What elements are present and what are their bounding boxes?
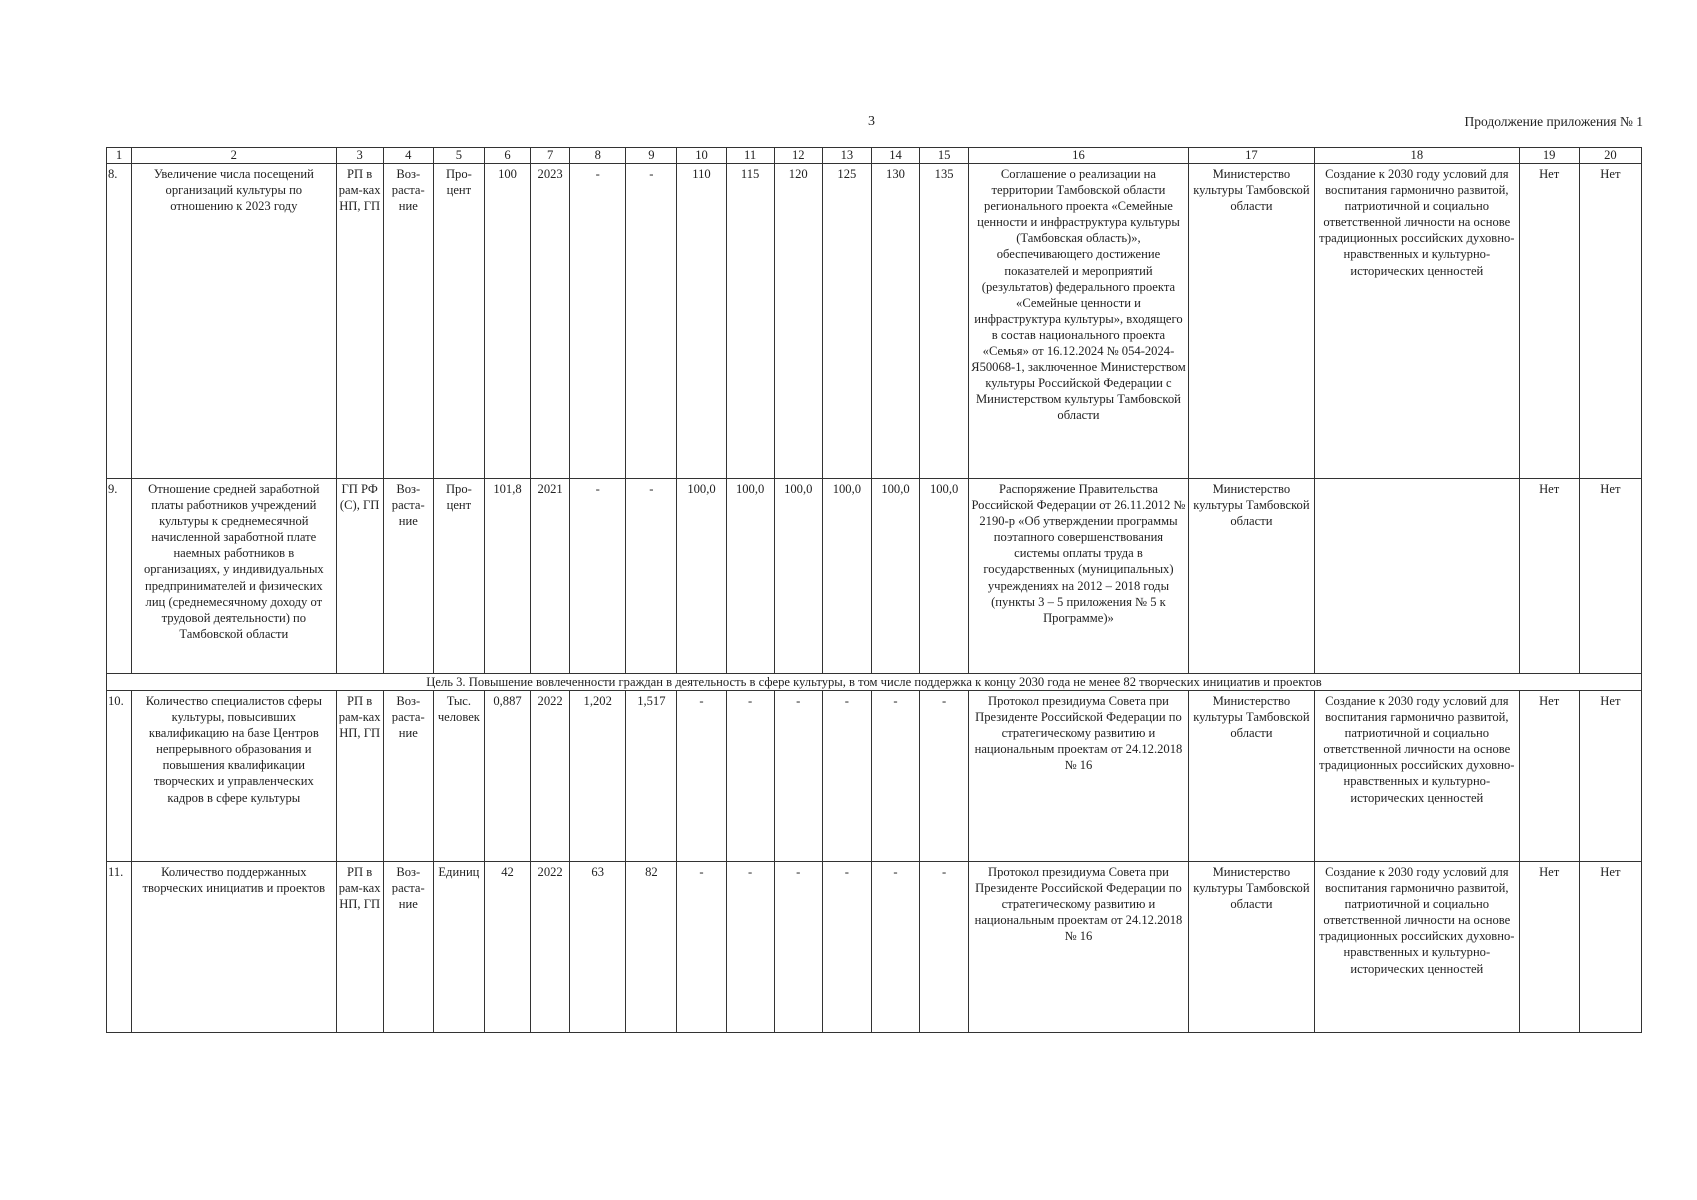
value-col-13: -: [822, 691, 871, 862]
national-goal-link: Создание к 2030 году условий для воспитания гармонично развитой, патриотичной и социально ответственной личности на основе традиционных российских духовно-нравственных и культурно-исторических ценностей: [1315, 862, 1520, 1033]
flag-col-19: Нет: [1519, 862, 1579, 1033]
goal-row: [107, 674, 1642, 691]
value-col-10: -: [677, 691, 726, 862]
value-col-13: 100,0: [822, 479, 871, 674]
indicator-name: Увеличение числа посещений организаций культуры по отношению к 2023 году: [132, 164, 337, 479]
national-goal-link: [1315, 479, 1520, 674]
value-col-8: 63: [570, 862, 626, 1033]
flag-col-20: Нет: [1579, 479, 1641, 674]
legal-document: Протокол президиума Совета при Президенте Российской Федерации по стратегическому развитию и национальным проектам от 24.12.2018 № 16: [969, 691, 1189, 862]
value-col-10: -: [677, 862, 726, 1033]
indicator-unit: Про-цент: [433, 164, 484, 479]
indicators-table: [106, 147, 1642, 1033]
flag-col-19: Нет: [1519, 479, 1579, 674]
value-col-8: -: [570, 164, 626, 479]
table-row: [107, 691, 1642, 862]
indicator-name: Количество специалистов сферы культуры, повысивших квалификацию на базе Центров непрерывного образования и повышения квалификации творческих и управленческих кадров в сфере культуры: [132, 691, 337, 862]
value-col-14: 130: [871, 164, 919, 479]
column-number: 4: [383, 148, 433, 164]
row-number: 11.: [107, 862, 132, 1033]
column-number: 1: [107, 148, 132, 164]
column-number: 11: [726, 148, 774, 164]
table-row: [107, 479, 1642, 674]
value-col-10: 100,0: [677, 479, 726, 674]
value-col-12: 120: [774, 164, 822, 479]
column-number: 10: [677, 148, 726, 164]
column-number: 13: [822, 148, 871, 164]
column-number: 12: [774, 148, 822, 164]
table-row: [107, 164, 1642, 479]
flag-col-20: Нет: [1579, 691, 1641, 862]
indicator-unit: Тыс. человек: [433, 691, 484, 862]
base-value: 101,8: [484, 479, 530, 674]
column-number: 8: [570, 148, 626, 164]
column-number: 3: [336, 148, 383, 164]
indicator-trend: Воз-раста-ние: [383, 164, 433, 479]
indicator-unit: Про-цент: [433, 479, 484, 674]
flag-col-19: Нет: [1519, 691, 1579, 862]
table-row: [107, 862, 1642, 1033]
indicator-unit: Единиц: [433, 862, 484, 1033]
national-goal-link: Создание к 2030 году условий для воспитания гармонично развитой, патриотичной и социально ответственной личности на основе традиционных российских духовно-нравственных и культурно-исторических ценностей: [1315, 691, 1520, 862]
flag-col-20: Нет: [1579, 164, 1641, 479]
value-col-11: 115: [726, 164, 774, 479]
base-value: 0,887: [484, 691, 530, 862]
row-number: 10.: [107, 691, 132, 862]
legal-document: Соглашение о реализации на территории Тамбовской области регионального проекта «Семейные ценности и инфраструктура культуры (Тамбовская область)», обеспечивающего достижение показателей и мероприятий (результатов) федерального проекта «Семейные ценности и инфраструктура культуры», входящего в состав национального проекта «Семья» от 16.12.2024 № 054-2024-Я50068-1, заключенное Министерством культуры Российской Федерации с Министерством культуры Тамбовской области: [969, 164, 1189, 479]
value-col-9: -: [626, 479, 677, 674]
value-col-15: 100,0: [920, 479, 969, 674]
indicator-level: РП в рам-ках НП, ГП: [336, 164, 383, 479]
column-number: 17: [1188, 148, 1314, 164]
base-year: 2023: [531, 164, 570, 479]
indicator-name: Количество поддержанных творческих инициатив и проектов: [132, 862, 337, 1033]
column-number: 6: [484, 148, 530, 164]
column-number-row: [107, 148, 1642, 164]
indicator-level: РП в рам-ках НП, ГП: [336, 691, 383, 862]
appendix-continuation-note: Продолжение приложения № 1: [1464, 114, 1643, 129]
value-col-14: 100,0: [871, 479, 919, 674]
row-number: 9.: [107, 479, 132, 674]
flag-col-20: Нет: [1579, 862, 1641, 1033]
national-goal-link: Создание к 2030 году условий для воспитания гармонично развитой, патриотичной и социально ответственной личности на основе традиционных российских духовно-нравственных и культурно-исторических ценностей: [1315, 164, 1520, 479]
value-col-9: -: [626, 164, 677, 479]
value-col-11: -: [726, 862, 774, 1033]
value-col-15: -: [920, 691, 969, 862]
value-col-13: 125: [822, 164, 871, 479]
column-number: 20: [1579, 148, 1641, 164]
value-col-9: 1,517: [626, 691, 677, 862]
value-col-12: -: [774, 691, 822, 862]
base-value: 100: [484, 164, 530, 479]
column-number: 9: [626, 148, 677, 164]
base-year: 2021: [531, 479, 570, 674]
indicator-trend: Воз-раста-ние: [383, 479, 433, 674]
column-number: 14: [871, 148, 919, 164]
indicator-name: Отношение средней заработной платы работников учреждений культуры к среднемесячной начисленной заработной плате наемных работников в организациях, у индивидуальных предпринимателей и физических лиц (среднемесячному доходу от трудовой деятельности) по Тамбовской области: [132, 479, 337, 674]
indicator-trend: Воз-раста-ние: [383, 862, 433, 1033]
value-col-8: 1,202: [570, 691, 626, 862]
column-number: 2: [132, 148, 337, 164]
indicator-trend: Воз-раста-ние: [383, 691, 433, 862]
page-number: 3: [868, 114, 875, 129]
column-number: 5: [433, 148, 484, 164]
value-col-12: -: [774, 862, 822, 1033]
legal-document: Протокол президиума Совета при Президенте Российской Федерации по стратегическому развитию и национальным проектам от 24.12.2018 № 16: [969, 862, 1189, 1033]
base-year: 2022: [531, 862, 570, 1033]
value-col-11: -: [726, 691, 774, 862]
value-col-8: -: [570, 479, 626, 674]
value-col-15: 135: [920, 164, 969, 479]
legal-document: Распоряжение Правительства Российской Федерации от 26.11.2012 № 2190-р «Об утверждении программы поэтапного совершенствования системы оплаты труда в государственных (муниципальных) учреждениях на 2012 – 2018 годы (пункты 3 – 5 приложения № 5 к Программе)»: [969, 479, 1189, 674]
column-number: 15: [920, 148, 969, 164]
value-col-13: -: [822, 862, 871, 1033]
row-number: 8.: [107, 164, 132, 479]
base-value: 42: [484, 862, 530, 1033]
flag-col-19: Нет: [1519, 164, 1579, 479]
column-number: 18: [1315, 148, 1520, 164]
value-col-10: 110: [677, 164, 726, 479]
value-col-14: -: [871, 862, 919, 1033]
indicator-level: РП в рам-ках НП, ГП: [336, 862, 383, 1033]
value-col-12: 100,0: [774, 479, 822, 674]
goal-3-title: Цель 3. Повышение вовлеченности граждан в деятельность в сфере культуры, в том числе поддержка к концу 2030 года не менее 82 творческих инициатив и проектов: [107, 674, 1642, 691]
value-col-15: -: [920, 862, 969, 1033]
column-number: 19: [1519, 148, 1579, 164]
base-year: 2022: [531, 691, 570, 862]
value-col-14: -: [871, 691, 919, 862]
indicator-level: ГП РФ (С), ГП: [336, 479, 383, 674]
column-number: 16: [969, 148, 1189, 164]
value-col-11: 100,0: [726, 479, 774, 674]
responsible-body: Министерство культуры Тамбовской области: [1188, 862, 1314, 1033]
value-col-9: 82: [626, 862, 677, 1033]
responsible-body: Министерство культуры Тамбовской области: [1188, 691, 1314, 862]
responsible-body: Министерство культуры Тамбовской области: [1188, 479, 1314, 674]
responsible-body: Министерство культуры Тамбовской области: [1188, 164, 1314, 479]
column-number: 7: [531, 148, 570, 164]
